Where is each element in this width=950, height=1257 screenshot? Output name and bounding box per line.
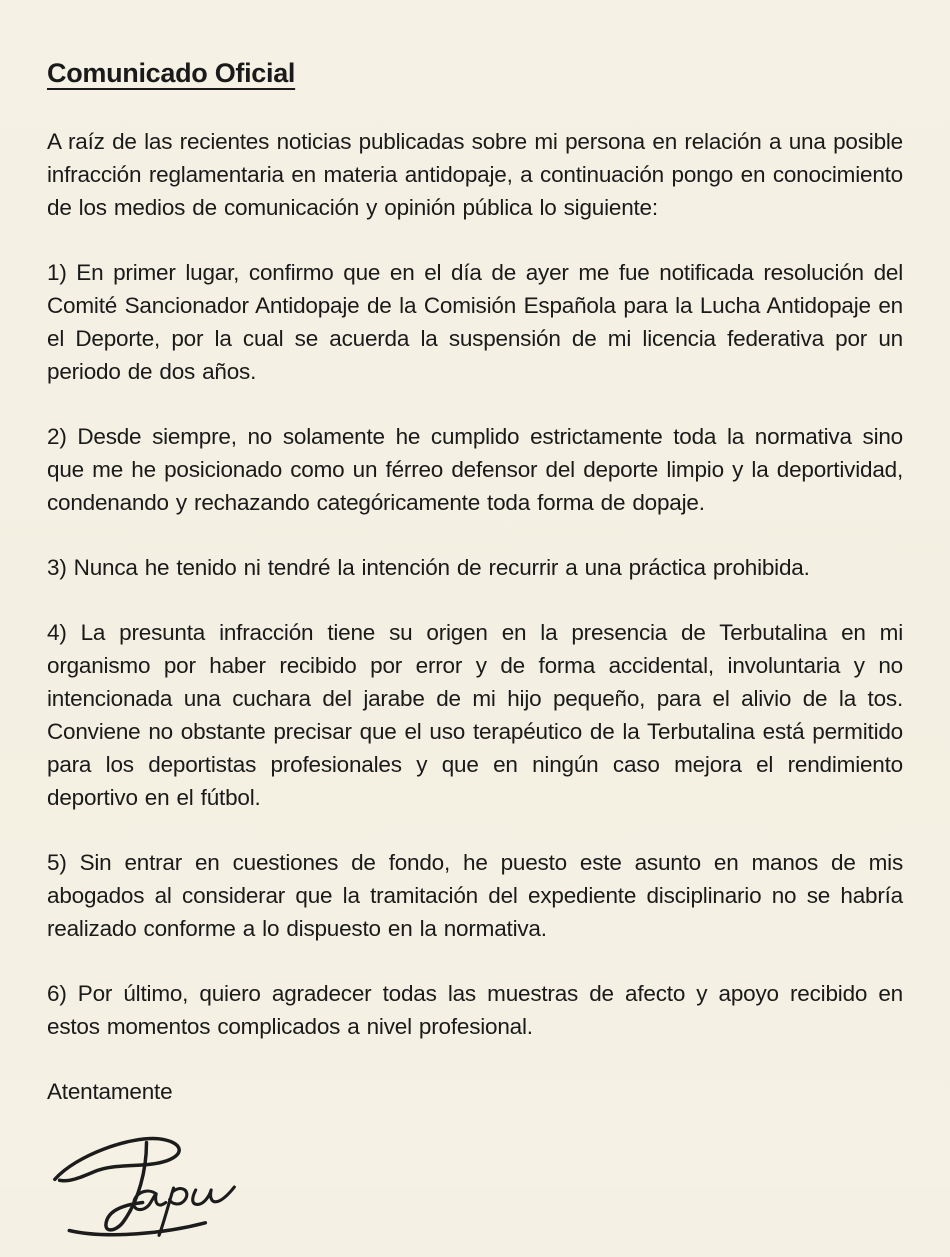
statement-point-1: 1) En primer lugar, confirmo que en el día de ayer me fue notificada resolución del Comité Sancionador Antidopaje de la Comisión Española para la Lucha Antidopaje en el Deporte, por la cual se acuerda la suspensión de mi licencia federativa por un periodo de dos años. — [47, 260, 903, 384]
statement-point-5: 5) Sin entrar en cuestiones de fondo, he puesto este asunto en manos de mis abogados al considerar que la tramitación del expediente disciplinario no se habría realizado conforme a lo dispuesto en la normativa. — [47, 850, 903, 941]
handwritten-signature-papu — [49, 1126, 271, 1252]
page-title: Comunicado Oficial — [47, 58, 296, 88]
statement-point-6: 6) Por último, quiero agradecer todas las muestras de afecto y apoyo recibido en estos momentos complicados a nivel profesional. — [47, 981, 903, 1039]
signature — [49, 1126, 903, 1257]
statement-point-2: 2) Desde siempre, no solamente he cumplido estrictamente toda la normativa sino que me he posicionado como un férreo defensor del deporte limpio y la deportividad, condenando y rechazando categóricamente toda forma de dopaje. — [47, 424, 903, 515]
statement-point-4: 4) La presunta infracción tiene su origen en la presencia de Terbutalina en mi organismo por haber recibido por error y de forma accidental, involuntaria y no intencionada una cuchara del jarabe de mi hijo pequeño, para el alivio de la tos. Conviene no obstante precisar que el uso terapéutico de la Terbutalina está permitido para los deportistas profesionales y que en ningún caso mejora el rendimiento deportivo en el fútbol. — [47, 620, 903, 810]
intro-paragraph: A raíz de las recientes noticias publicadas sobre mi persona en relación a una posible infracción reglamentaria en materia antidopaje, a continuación pongo en conocimiento de los medios de comunicación y opinión pública lo siguiente: — [47, 129, 903, 220]
closing-salutation: Atentamente — [47, 1079, 173, 1104]
statement-point-3: 3) Nunca he tenido ni tendré la intención de recurrir a una práctica prohibida. — [47, 555, 810, 580]
